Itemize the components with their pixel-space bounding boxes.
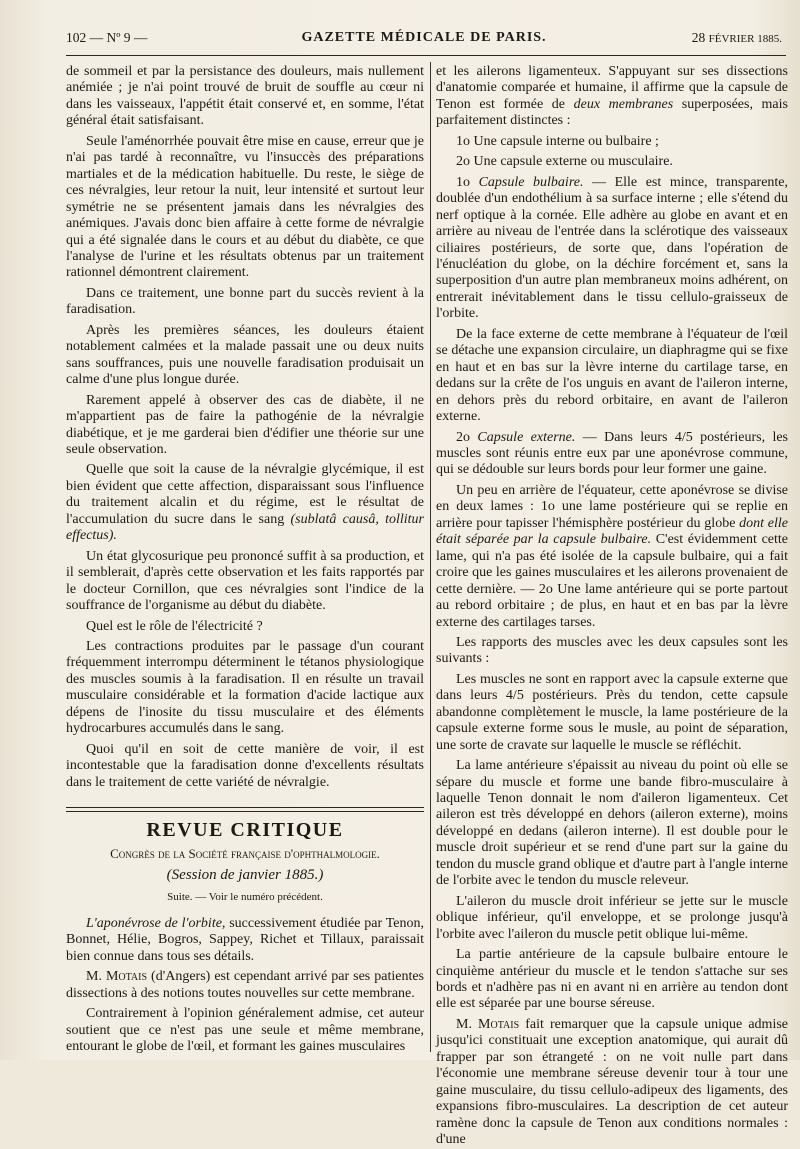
page-number: 102 — Nº 9 —	[66, 30, 148, 45]
subheading-italic: Capsule externe.	[477, 429, 576, 445]
paragraph-text: et les ailerons ligamenteux. S'appuyant sur ses dissections d'anatomie comparée et humaine, il affirme que la capsule de Tenon est formée de	[436, 64, 788, 112]
issue-date	[692, 30, 782, 46]
paragraph-text: Un peu en arrière de l'équateur, cette aponévrose se divise en deux lames : 1o une lame postérieure qui se replie en arrière pour tapisser l'hémisphère postérieur du globe	[436, 482, 788, 531]
paragraph-text: superposées, mais parfaitement distinctes :	[436, 96, 788, 129]
left-column	[66, 64, 424, 1054]
paragraph-text: — Dans leurs 4/5 postérieurs, les muscles sont réunis entre eux par une aponévrose commune, qui se dédouble sur leurs bords pour leur former une gaine.	[436, 429, 788, 478]
latin-phrase: (sublatâ causâ, tollitur effectus).	[66, 511, 424, 544]
paragraph-text: fait remarquer que la capsule unique admise jusqu'ici constituait une exception anatomique, qui aurait dû frapper par son étrangeté : on ne voit nulle part dans l'économie une membrane séreuse devenir tour à tour une gaine musculaire, du tissu cellulo-adipeux des ligaments, des expansions fibro-musculaires. La description de cet auteur ramène donc la capsule de Tenon aux conditions normales : d'une	[436, 1016, 788, 1148]
paragraph: Rarement appelé à observer des cas de diabète, il ne m'appartient pas de faire la pathogénie de la névralgie diabétique, et je me garderai bien d'édifier une théorie sur une seule observation.	[66, 392, 424, 457]
paragraph: de sommeil et par la persistance des douleurs, mais nullement anémiée ; je n'ai point trouvé de bruit de souffle au cœur ni dans les vaisseaux, l'appétit était conservé et, en somme, l'état général était satisfaisant.	[66, 64, 424, 129]
paragraph: Seule l'aménorrhée pouvait être mise en cause, erreur que je n'ai pas tardé à reconnaître, vu l'insuccès des préparations martiales et de la médication habituelle. Du reste, le siège de ces névralgies, leur retour la nuit, leur intensité et surtout leur symétrie ne se présentent jamais dans les névralgies des anémiques. J'avais donc bien affaire à cette forme de névralgie qui a été signalée dans le cours et au début du diabète, ce que l'analyse de l'urine et les résultats obtenus par un traitement rationnel démontrent clairement.	[66, 133, 424, 281]
subheading-italic: Capsule bulbaire.	[478, 174, 584, 190]
publication-title: GAZETTE MÉDICALE DE PARIS.	[301, 30, 547, 45]
paragraph	[66, 969, 424, 1002]
session-line: (Session de janvier 1885.)	[166, 866, 324, 883]
issue-date-month-year: FÉVRIER 1885.	[708, 33, 782, 45]
column-divider	[430, 62, 431, 1052]
paragraph: L'aileron du muscle droit inférieur se jette sur le muscle oblique inférieur, qu'il enveloppe, et se prolonge jusqu'à l'orbite avec l'aileron du muscle petit oblique lui-même.	[436, 893, 788, 942]
paragraph	[66, 462, 424, 544]
paragraph: La partie antérieure de la capsule bulbaire entoure le cinquième antérieur du muscle et le tendon s'attache sur ses bords et n'adhère pas ni en avant ni en arrière au tendon dont elle est séparée par une bourse séreuse.	[436, 947, 788, 1012]
paragraph	[436, 483, 788, 631]
right-column	[436, 64, 789, 1148]
paragraph	[436, 175, 788, 323]
paragraph: Quel est le rôle de l'électricité ?	[86, 618, 263, 634]
paragraph-text: successivement étudiée par Tenon, Bonnet, Hélie, Bogros, Sappey, Richet et Tillaux, paraissait bien connue dans tous ses détails.	[66, 915, 424, 964]
paragraph: Les muscles ne sont en rapport avec la capsule externe que dans leurs 4/5 postérieurs. Près du tendon, cette capsule abandonne complètement le muscle, la lame postérieure de la capsule externe forme sous le musle, au point de séparation, une sorte de cravate sur laquelle le muscle se réfléchit.	[436, 671, 788, 753]
paragraph: Les contractions produites par le passage d'un courant fréquemment interrompu déterminent le tétanos physiologique des muscles soumis à la faradisation. Il en résulte un travail musculaire considérable et la formation d'acide lactique aux dépens de l'inosite du tissu musculaire et des éléments hydrocarbures accumulés dans le sang.	[66, 638, 424, 737]
topic-italic: L'aponévrose de l'orbite,	[86, 915, 226, 931]
paragraph-text: — Elle est mince, transparente, doublée d'un endothélium à sa surface interne ; elle s'étend du nerf optique à la cornée. Elle adhère au globe en avant et en arrière au niveau de l'entrée dans la sclérotique des vaisseaux ciliaires postérieurs, de sorte que, dans l'opération de l'énucléation du globe, on la déchire forcément et, sans la superposition d'un autre plan membraneux moins adhérent, on entrerait inévitablement dans le tissu cellulo-graisseux de l'orbite.	[436, 174, 789, 322]
author-name: M. Motais	[86, 969, 148, 985]
paragraph	[436, 1017, 788, 1149]
paragraph: Dans ce traitement, une bonne part du succès revient à la faradisation.	[66, 285, 424, 318]
list-item: 2o Une capsule externe ou musculaire.	[456, 154, 673, 170]
paragraph: Quoi qu'il en soit de cette manière de voir, il est incontestable que la faradisation donne d'excellents résultats dans le traitement de cette variété de névralgie.	[66, 741, 424, 790]
paragraph: Les rapports des muscles avec les deux capsules sont les suivants :	[436, 634, 788, 667]
paragraph	[436, 430, 788, 479]
item-number: 2o	[456, 429, 478, 445]
emphasis: deux membranes	[573, 96, 674, 112]
paragraph: De la face externe de cette membrane à l'équateur de l'œil se détache une expansion circulaire, un diaphragme qui se fixe en haut et en bas sur la lèvre interne du cartilage tarse, en dedans sur la crête de l'os unguis en avant de l'aileron interne, en dehors près du rebord orbitaire, en avant de l'aileron externe.	[436, 326, 788, 425]
continuation-note: Suite. — Voir le numéro précédent.	[167, 891, 323, 904]
page-header	[66, 24, 782, 52]
emphasis: dont elle était séparée par la capsule bulbaire.	[436, 515, 788, 548]
header-rule	[66, 55, 786, 56]
author-name: M. Motais	[456, 1016, 520, 1032]
paragraph: Contrairement à l'opinion généralement admise, cet auteur soutient que ce n'est pas une seule et même membrane, entourant le globe de l'œil, et formant les gaines musculaires	[66, 1006, 424, 1055]
issue-date-day: 28	[691, 30, 706, 45]
section-title: REVUE CRITIQUE	[146, 819, 344, 842]
paragraph-text: C'est évidemment cette lame, qui n'a pas été isolée de la capsule bulbaire, qui a fait croire que les gaines musculaires et les ailerons provenaient de cette dernière. — 2o Une lame antérieure qui se porte partout au rebord orbitaire ; de plus, en haut et en bas par la lèvre externe des cartilages tarses.	[436, 532, 788, 630]
paragraph	[66, 916, 424, 965]
paragraph-text: (d'Angers) est cependant arrivé par ses patientes dissections à des notions toutes nouvelles sur cette membrane.	[66, 969, 424, 1001]
item-number: 1o	[456, 174, 479, 190]
paragraph	[436, 64, 788, 130]
paragraph: La lame antérieure s'épaissit au niveau du point où elle se sépare du muscle et forme une bande fibro-musculaire à laquelle Tenon donnait le nom d'aileron ligamenteux. Cet aileron est très développé en dehors (aileron externe), moins développé en dedans (aileron interne). Il est double pour le muscle droit supérieur et se rend d'une part sur la gaine du tendon du muscle grand oblique et d'autre part à l'angle interne de l'orbite avec le tendon du muscle releveur.	[436, 758, 788, 889]
paragraph: Après les premières séances, les douleurs étaient notablement calmées et la malade passait une ou deux nuits sans souffrances, puis une nouvelle faradisation produisait un calme d'une plus longue durée.	[66, 322, 424, 388]
paragraph-text: Quelle que soit la cause de la névralgie glycémique, il est bien évident que cette affection, disparaissant sous l'influence du traitement alcalin et du régime, est le résultat de l'accumulation du sucre dans le sang	[66, 462, 424, 527]
list-item: 1o Une capsule interne ou bulbaire ;	[456, 133, 659, 149]
paragraph: Un état glycosurique peu prononcé suffit à sa production, et il semblerait, d'après cette observation et les faits rapportés par le docteur Cornillon, que ces névralgies sont l'indice de la souffrance de l'organisme au début du diabète.	[66, 548, 424, 614]
congress-title: Congrès de la Société française d'ophthalmologie.	[110, 846, 380, 862]
section-rule	[66, 807, 424, 812]
